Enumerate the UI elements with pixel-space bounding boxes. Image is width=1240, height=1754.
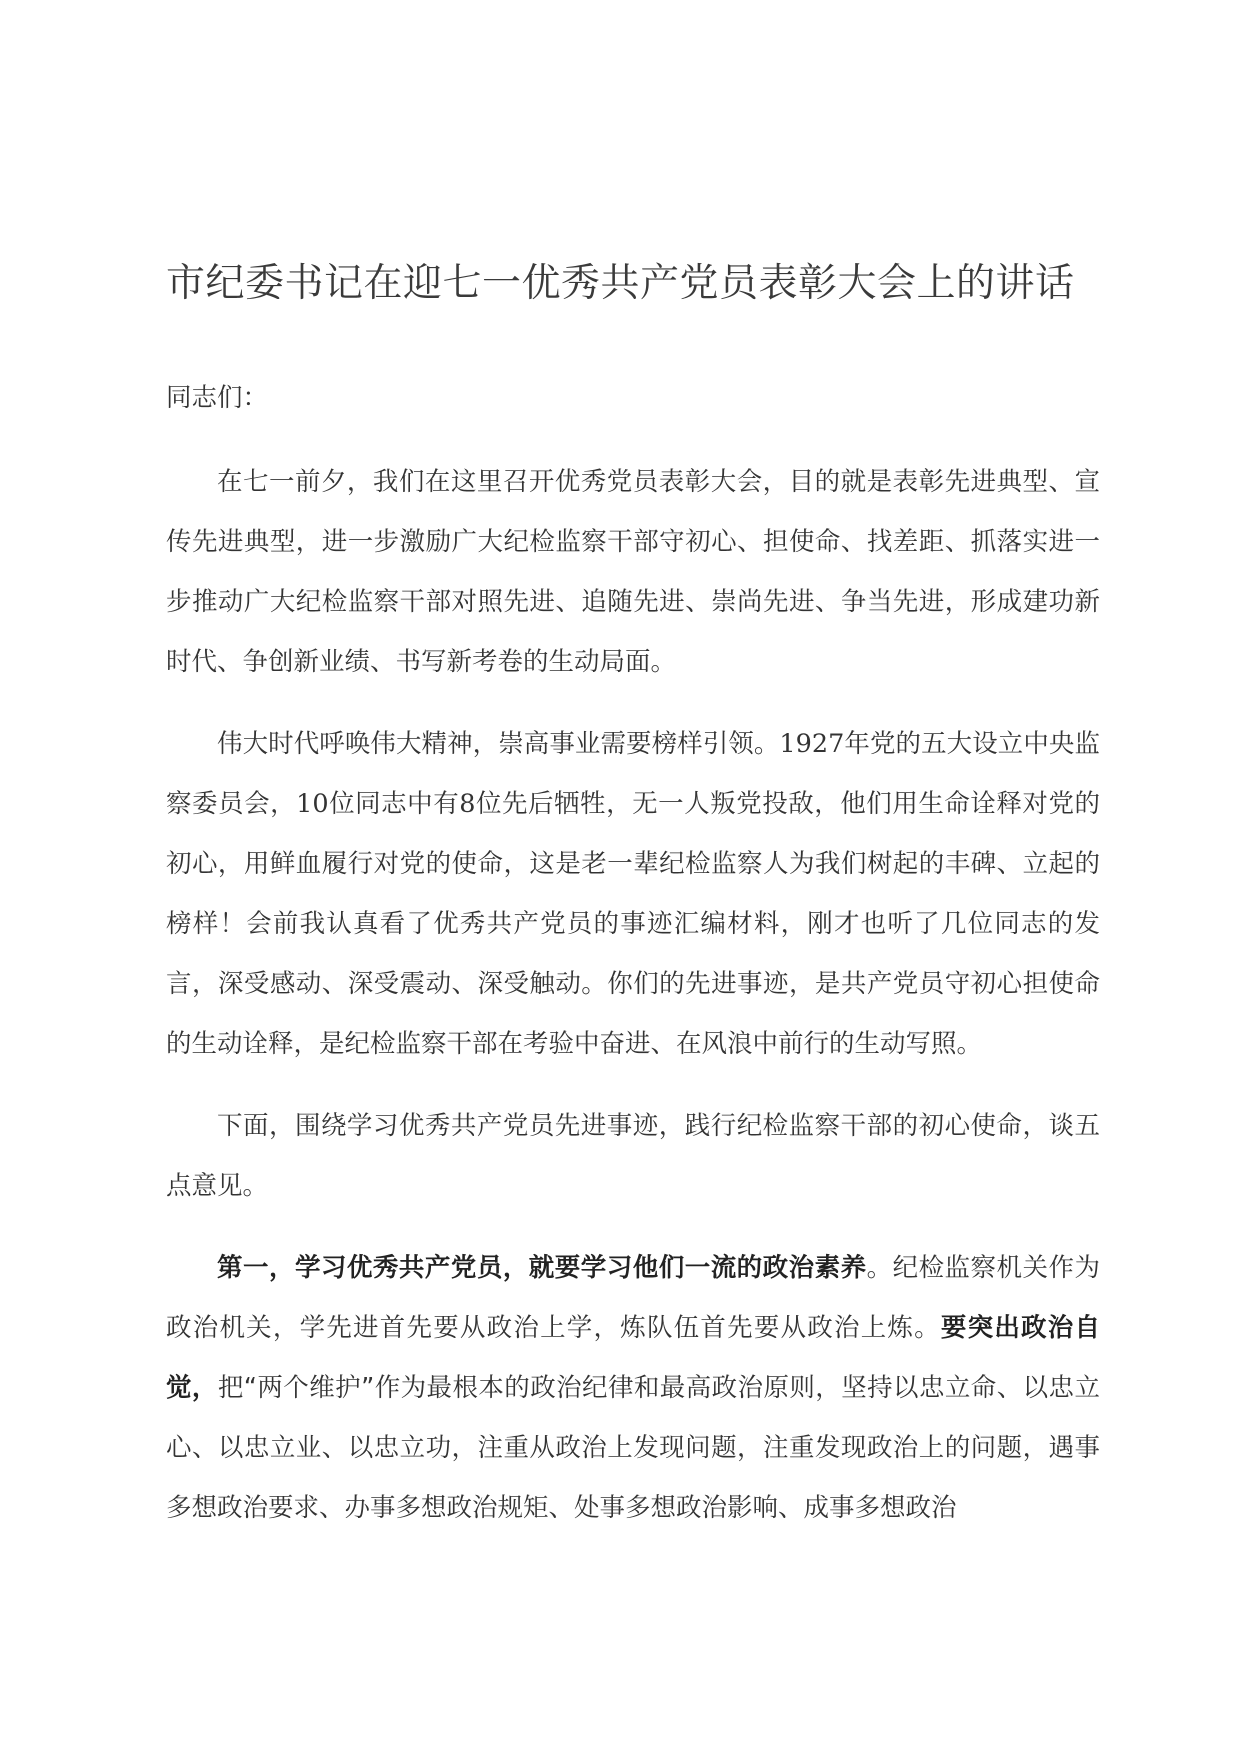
document-title: 市纪委书记在迎七一优秀共产党员表彰大会上的讲话 [166, 261, 1075, 306]
paragraph-2 [166, 714, 1100, 1074]
paragraph-2-text-a: 伟大时代呼唤伟大精神，崇高事业需要榜样引领。 [217, 729, 780, 759]
paragraph-4-text-b: 把“两个维护”作为最根本的政治纪律和最高政治原则，坚持以忠立命、以忠立心、以忠立业、以忠立功，注重从政治上发现问题，注重发现政治上的问题，遇事多想政治要求、办事多想政治规矩、处事多想政治影响、成事多想政治 [166, 1373, 1100, 1523]
count-total-number: 10 [296, 789, 329, 819]
paragraph-4-mid-bold: 要突出政治自觉， [166, 1313, 1100, 1403]
paragraph-4-lead-bold: 第一，学习优秀共产党员，就要学习他们一流的政治素养 [217, 1253, 867, 1283]
paragraph-4-text-a: 。纪检监察机关作为政治机关，学先进首先要从政治上学，炼队伍首先要从政治上炼。 [166, 1253, 1100, 1343]
document-body [166, 368, 1100, 1560]
paragraph-2-text-b: 年党的五大设立中央监察委员会， [166, 729, 1100, 819]
paragraph-2-text-c: 位同志中有 [328, 789, 460, 819]
paragraph-4 [166, 1238, 1100, 1538]
count-fallen-number: 8 [459, 789, 476, 819]
paragraph-3: 下面，围绕学习优秀共产党员先进事迹，践行纪检监察干部的初心使命，谈五点意见。 [166, 1111, 1100, 1201]
year-number: 1927 [779, 729, 845, 759]
paragraph-1: 在七一前夕，我们在这里召开优秀党员表彰大会，目的就是表彰先进典型、宣传先进典型，进一步激励广大纪检监察干部守初心、担使命、找差距、抓落实进一步推动广大纪检监察干部对照先进、追随先进、崇尚先进、争当先进，形成建功新时代、争创新业绩、书写新考卷的生动局面。 [166, 467, 1100, 677]
paragraph-2-text-d: 位先后牺牲，无一人叛党投敌，他们用生命诠释对党的初心，用鲜血履行对党的使命，这是老一辈纪检监察人为我们树起的丰碑、立起的榜样！会前我认真看了优秀共产党员的事迹汇编材料，刚才也听了几位同志的发言，深受感动、深受震动、深受触动。你们的先进事迹，是共产党员守初心担使命的生动诠释，是纪检监察干部在考验中奋进、在风浪中前行的生动写照。 [166, 789, 1100, 1059]
salutation: 同志们： [166, 383, 269, 413]
